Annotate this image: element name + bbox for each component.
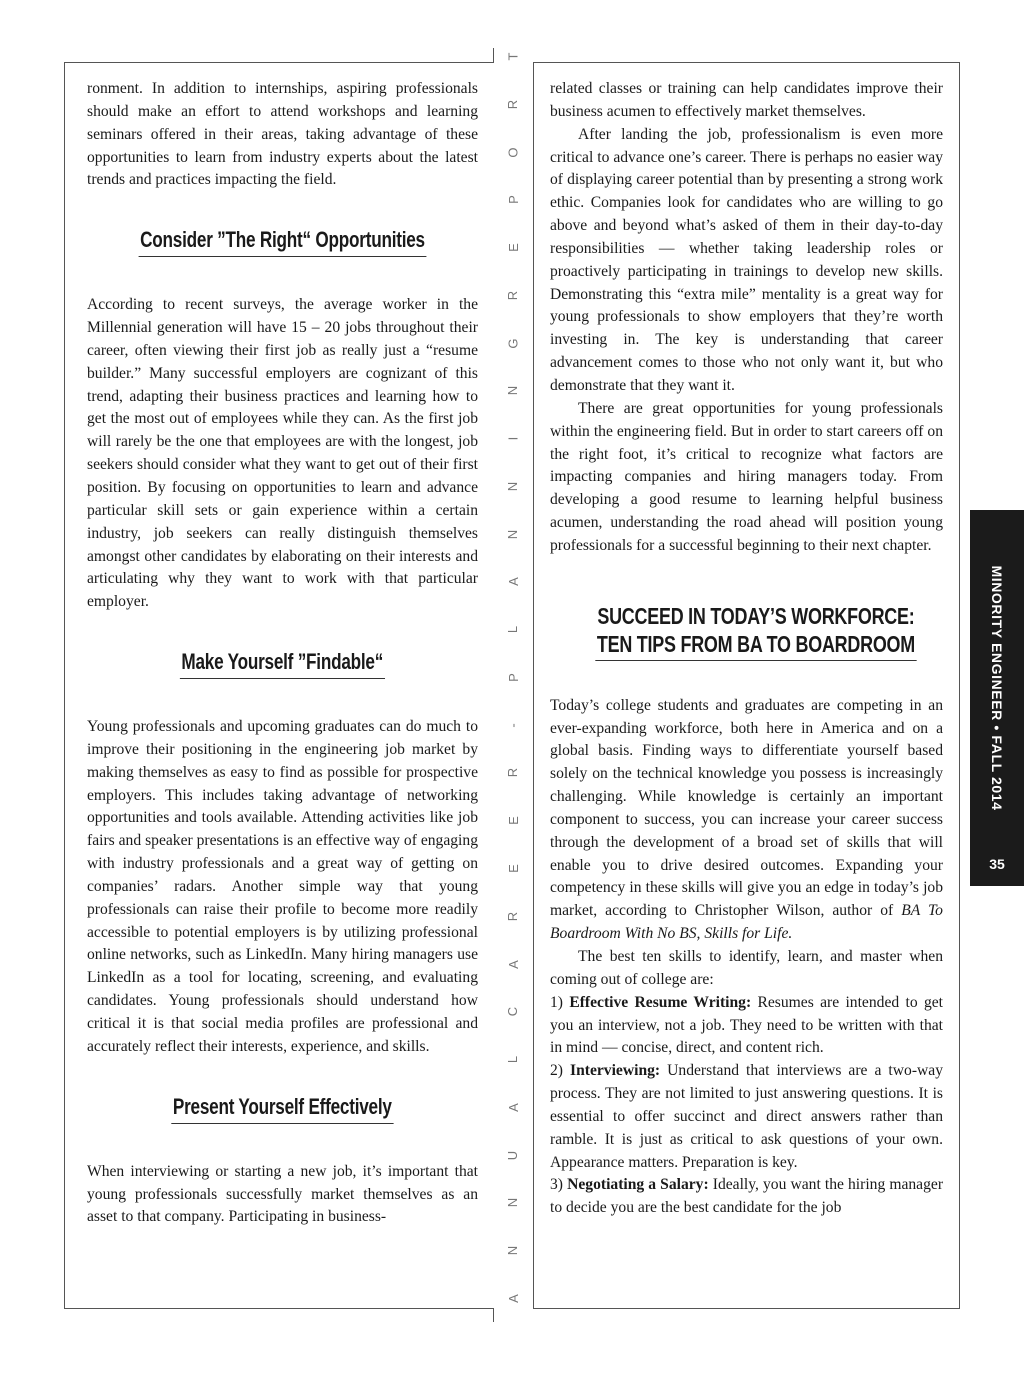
section-heading-line: SUCCEED IN TODAY’S WORKFORCE: bbox=[597, 602, 915, 629]
section-heading-line: TEN TIPS FROM BA TO BOARDROOM bbox=[596, 630, 915, 657]
section-heading-block bbox=[87, 648, 478, 679]
section-heading: Present Yourself Effectively bbox=[172, 1093, 394, 1124]
side-letter: R bbox=[505, 768, 521, 778]
paragraph: When interviewing or starting a new job, it’s important that young professionals successfully market themselves as an asset to that company. Participating in business- bbox=[87, 1162, 478, 1226]
running-side-text bbox=[505, 50, 521, 1305]
frame-top-tick bbox=[493, 48, 494, 63]
frame-top-right bbox=[533, 62, 960, 63]
tip-item bbox=[550, 992, 943, 1061]
paragraph: According to recent surveys, the average worker in the Millennial generation will have 15 – 20 jobs throughout their career, often viewing their first job as really just a “resume builder.” Many successful employers are cognizant of this trend, adapting their business practices and learning how to get the most out of employees while they can. As the first job will rarely be the one that employees are with the longest, job seekers should consider what they want to get out of their first position. By focusing on opportunities to learn and advance particular skill sets or gain experience within a certain industry, job seekers can really distinguish themselves amongst other candidates by elaborating on their interests and articulating why they want to work with that particular employer. bbox=[87, 296, 478, 611]
side-letter: U bbox=[505, 1150, 521, 1160]
left-column bbox=[87, 78, 478, 1229]
side-letter: C bbox=[505, 1007, 521, 1017]
tip-text: Understand that interviews are a two-way process. They are not limited to just answering questions. It is essential to offer succinct and direct answers rather than ramble. It is just as critical to ask questions of your own. Appearance matters. Preparation is key. bbox=[550, 1062, 943, 1171]
tip-label: Interviewing: bbox=[570, 1062, 661, 1080]
frame-bottom-tick bbox=[493, 1308, 494, 1322]
side-letter: I bbox=[505, 436, 521, 441]
tip-text: Ideally, you want the hiring manager to decide you are the best candidate for the job bbox=[550, 1176, 944, 1217]
book-title: BA To Boardroom With No BS, Skills for Life. bbox=[550, 902, 943, 943]
frame-right-vertical bbox=[959, 62, 960, 1309]
side-letter: L bbox=[505, 626, 521, 634]
tip-text: Resumes are intended to get you an interview, not a job. They need to be written with that in mind — concise, direct, and content rich. bbox=[550, 993, 943, 1057]
side-letter: N bbox=[505, 481, 521, 492]
side-letter: E bbox=[505, 816, 521, 826]
page-number: 35 bbox=[989, 856, 1005, 872]
side-letter: A bbox=[505, 1294, 521, 1303]
side-letter: A bbox=[505, 1103, 521, 1112]
tip-label: Effective Resume Writing: bbox=[569, 993, 752, 1011]
side-letter: E bbox=[505, 243, 521, 252]
side-letter: - bbox=[505, 723, 521, 728]
frame-center-vertical bbox=[533, 62, 534, 1309]
tip-item bbox=[550, 1060, 943, 1174]
section-heading: Consider ”The Right“ Opportunities bbox=[139, 226, 427, 257]
side-letter: P bbox=[505, 673, 521, 682]
frame-left-vertical bbox=[64, 62, 65, 1309]
paragraph bbox=[550, 695, 943, 946]
right-column bbox=[550, 78, 943, 1220]
frame-top-left bbox=[64, 62, 494, 63]
magazine-name-issue: MINORITY ENGINEER • FALL 2014 bbox=[989, 565, 1005, 811]
side-letter: A bbox=[505, 577, 521, 587]
side-letter: G bbox=[505, 338, 521, 349]
paragraph: There are great opportunities for young professionals within the engineering field. But in order to start careers off on the right foot, it’s critical to recognize what factors are impacting companies and hiring managers today. From developing a good resume to learning helpful business acumen, understanding the road ahead will position young professionals for a successful beginning to their next chapter. bbox=[550, 399, 943, 554]
section-heading-block bbox=[550, 602, 943, 661]
frame-bottom-left bbox=[64, 1308, 494, 1309]
tip-number: 1) bbox=[550, 993, 563, 1011]
side-letter: R bbox=[505, 99, 521, 109]
side-letter: P bbox=[505, 195, 521, 205]
side-letter: N bbox=[505, 529, 521, 539]
paragraph-text: Today’s college students and graduates are competing in an ever-expanding workforce, both here in America and on a global basis. Finding ways to differentiate yourself based solely on the technical knowledge you possess is increasingly challenging. While knowledge is certainly an important component to success, you can increase your career success through the development of a broad set of skills that will enable you to drive desired outcomes. Expanding your competency in these skills will give you an edge in today’s job market, according to Christopher Wilson, author of bbox=[550, 696, 943, 920]
section-heading: Make Yourself ”Findable“ bbox=[180, 648, 385, 679]
tip-number: 3) bbox=[550, 1176, 563, 1194]
paragraph: related classes or training can help candidates improve their business acumen to effectively market themselves. bbox=[550, 80, 943, 120]
paragraph: Young professionals and upcoming graduates can do much to improve their positioning in the engineering job market by making themselves as easy to find as possible for prospective employers. This includes taking advantage of networking opportunities and tools available. Attending activities like job fairs and speaker presentations is an effective way of engaging with industry professionals and a great way of getting on companies’ radars. Another simple way that young professionals can raise their profile to become more readily accessible to potential employers is by utilizing professional online networks, such as LinkedIn. Many hiring managers use LinkedIn as a tool for locating, screening, and evaluating candidates. Young professionals should understand how critical it is that social media profiles are professional and accurately reflect their interests, experience, and skills. bbox=[87, 718, 478, 1055]
tip-label: Negotiating a Salary: bbox=[567, 1176, 709, 1194]
side-letter: N bbox=[505, 1245, 521, 1256]
side-letter: N bbox=[505, 1198, 521, 1208]
side-letter: T bbox=[505, 52, 521, 61]
side-letter: A bbox=[505, 959, 521, 969]
tip-number: 2) bbox=[550, 1062, 563, 1080]
section-heading bbox=[595, 602, 916, 661]
side-letter: R bbox=[505, 911, 521, 921]
paragraph: ronment. In addition to internships, aspiring professionals should make an effort to attend workshops and learning seminars offered in their areas, taking advantage of these opportunities to learn from industry experts about the latest trends and practices impacting the field. bbox=[87, 80, 478, 189]
side-letter: R bbox=[505, 290, 521, 301]
tip-item bbox=[550, 1174, 943, 1220]
paragraph: After landing the job, professionalism is even more critical to advance one’s career. There is perhaps no easier way of displaying career potential than by presenting a strong work ethic. Companies look for candidates who are willing to go above and beyond what’s asked of them in their day-to-day responsibilities — whether taking leadership roles or proactively participating in trainings to develop new skills. Demonstrating this “extra mile” mentality is a great way for young professionals to show employers that they’re worth investing in. The key is understanding that career advancement comes to those who not only want it, but who demonstrate that they want it. bbox=[550, 125, 943, 394]
side-letter: N bbox=[505, 386, 521, 396]
side-letter: L bbox=[505, 1055, 521, 1064]
side-letter: O bbox=[505, 146, 521, 158]
section-heading-block bbox=[87, 1093, 478, 1124]
paragraph: The best ten skills to identify, learn, and master when coming out of college are: bbox=[550, 948, 943, 988]
frame-bottom-right bbox=[533, 1308, 960, 1309]
magazine-side-tab bbox=[970, 510, 1024, 886]
section-heading-block bbox=[87, 226, 478, 257]
side-letter: E bbox=[505, 864, 521, 873]
